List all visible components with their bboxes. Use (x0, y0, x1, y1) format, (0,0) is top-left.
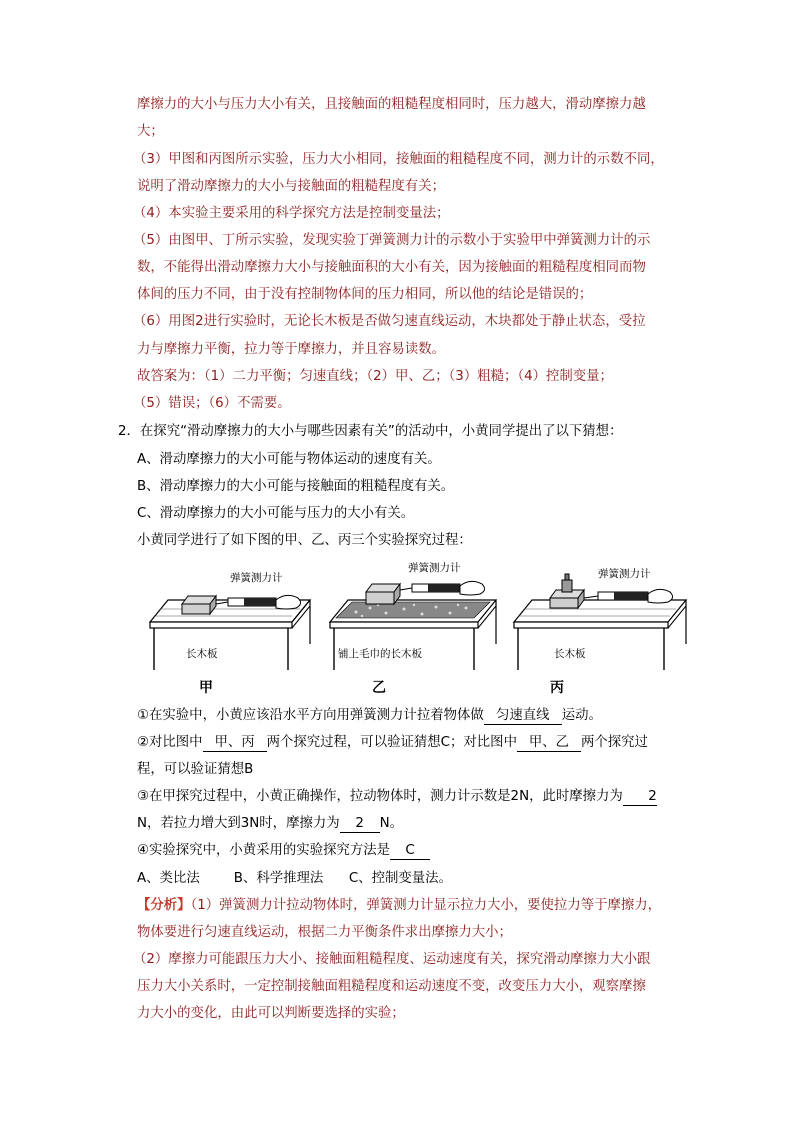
subquestion-4-text: ④实验探究中，小黄采用的实验探究方法是 (137, 843, 391, 858)
guess-a: A、滑动摩擦力的大小可能与物体运动的速度有关。 (137, 452, 441, 467)
subquestion-3-text: ③在甲探究过程中，小黄正确操作，拉动物体时，测力计示数是2N，此时摩擦力为 (137, 789, 623, 804)
analysis-line-4: 压力大小关系时，一定控制接触面粗糙程度和运动速度不变，改变压力大小，观察摩擦 (137, 979, 646, 994)
subquestion-3-tail: N。 (379, 816, 404, 831)
answer-line-12: （5）错误；（6）不需要。 (133, 396, 291, 411)
guess-b: B、滑动摩擦力的大小可能与接触面的粗糙程度有关。 (137, 479, 455, 494)
subquestion-2-line2: 程，可以验证猜想B (137, 762, 254, 777)
figure-caption-bing: 丙 (550, 680, 564, 696)
board-label: 长木板 (186, 648, 218, 660)
subquestion-4 (137, 842, 430, 860)
subquestion-2-mid: 两个探究过程，可以验证猜想C；对比图中 (266, 735, 517, 750)
answer-blank-3b: 2 (340, 816, 380, 833)
answer-line-6: （5）由图甲、丁所示实验，发现实验丁弹簧测力计的示数小于实验甲中弹簧测力计的示 (133, 233, 651, 248)
answer-line-3: （3）甲图和丙图所示实验，压力大小相同，接触面的粗糙程度不同，测力计的示数不同， (133, 152, 664, 167)
board-label: 长木板 (554, 648, 586, 660)
answer-blank-2a: 甲、丙 (203, 735, 267, 752)
subquestion-1 (137, 707, 602, 725)
subquestion-3-line2-text: N，若拉力增大到3N时，摩擦力为 (137, 816, 340, 831)
analysis-text-1: （1）弹簧测力计拉动物体时，弹簧测力计显示拉力大小，要使拉力等于摩擦力， (190, 898, 662, 913)
board-label: 铺上毛巾的长木板 (338, 648, 422, 660)
answer-blank-4: C (390, 843, 430, 860)
answer-line-2: 大； (137, 124, 164, 139)
guess-c: C、滑动摩擦力的大小可能与压力的大小有关。 (137, 506, 415, 521)
subquestion-2-tail: 两个探究过 (580, 735, 648, 750)
analysis-line-3: （2）摩擦力可能跟压力大小、接触面粗糙程度、运动速度有关，探究滑动摩擦力大小跟 (133, 952, 651, 967)
figure-caption-jia: 甲 (199, 680, 213, 696)
answer-line-4: 说明了滑动摩擦力的大小与接触面的粗糙程度有关； (137, 179, 445, 194)
answer-line-5: （4）本实验主要采用的科学探究方法是控制变量法； (133, 206, 450, 221)
answer-line-10: 力与摩擦力平衡，拉力等于摩擦力，并且容易读数。 (137, 342, 445, 357)
subquestion-1-tail: 运动。 (561, 708, 602, 723)
meter-label: 弹簧测力计 (598, 568, 651, 580)
meter-label: 弹簧测力计 (408, 562, 461, 574)
figure-bing (510, 560, 690, 675)
analysis-line-5: 力大小的变化，由此可以判断要选择的实验； (137, 1006, 405, 1021)
answer-line-8: 体间的压力不同，由于没有控制物体间的压力相同，所以他的结论是错误的； (137, 287, 593, 302)
answer-line-9: （6）用图2进行实验时，无论长木板是否做匀速直线运动，木块都处于静止状态，受拉 (133, 314, 646, 329)
figure-caption-yi: 乙 (372, 680, 386, 696)
answer-line-1: 摩擦力的大小与压力大小有关，且接触面的粗糙程度相同时，压力越大，滑动摩擦力越 (137, 97, 646, 112)
method-options: A、类比法 B、科学推理法 C、控制变量法。 (137, 871, 452, 886)
subquestion-2-text: ②对比图中 (137, 735, 203, 750)
answer-blank-2b: 甲、乙 (517, 735, 581, 752)
meter-label: 弹簧测力计 (230, 572, 283, 584)
analysis-tag: 【分析】 (137, 898, 191, 913)
figure-jia (142, 560, 312, 675)
answer-line-11: 故答案为：（1）二力平衡；匀速直线；（2）甲、乙；（3）粗糙；（4）控制变量； (137, 369, 613, 384)
experiment-intro: 小黄同学进行了如下图的甲、乙、丙三个实验探究过程： (137, 533, 472, 548)
subquestion-3 (137, 788, 657, 806)
subquestion-3-line2 (137, 815, 403, 833)
analysis-line-2: 物体要进行匀速直线运动，根据二力平衡条件求出摩擦力大小； (137, 925, 512, 940)
answer-blank-1: 匀速直线 (484, 708, 562, 725)
subquestion-2 (137, 734, 648, 752)
figure-yi (326, 560, 501, 675)
answer-blank-3a: 2 (623, 789, 657, 806)
subquestion-1-text: ①在实验中，小黄应该沿水平方向用弹簧测力计拉着物体做 (137, 708, 484, 723)
answer-line-7: 数，不能得出滑动摩擦力大小与接触面积的大小有关，因为接触面的粗糙程度相同而物 (137, 260, 646, 275)
question-stem: 2．在探究“滑动摩擦力的大小与哪些因素有关”的活动中，小黄同学提出了以下猜想： (118, 424, 623, 439)
analysis-line-1 (137, 897, 661, 915)
